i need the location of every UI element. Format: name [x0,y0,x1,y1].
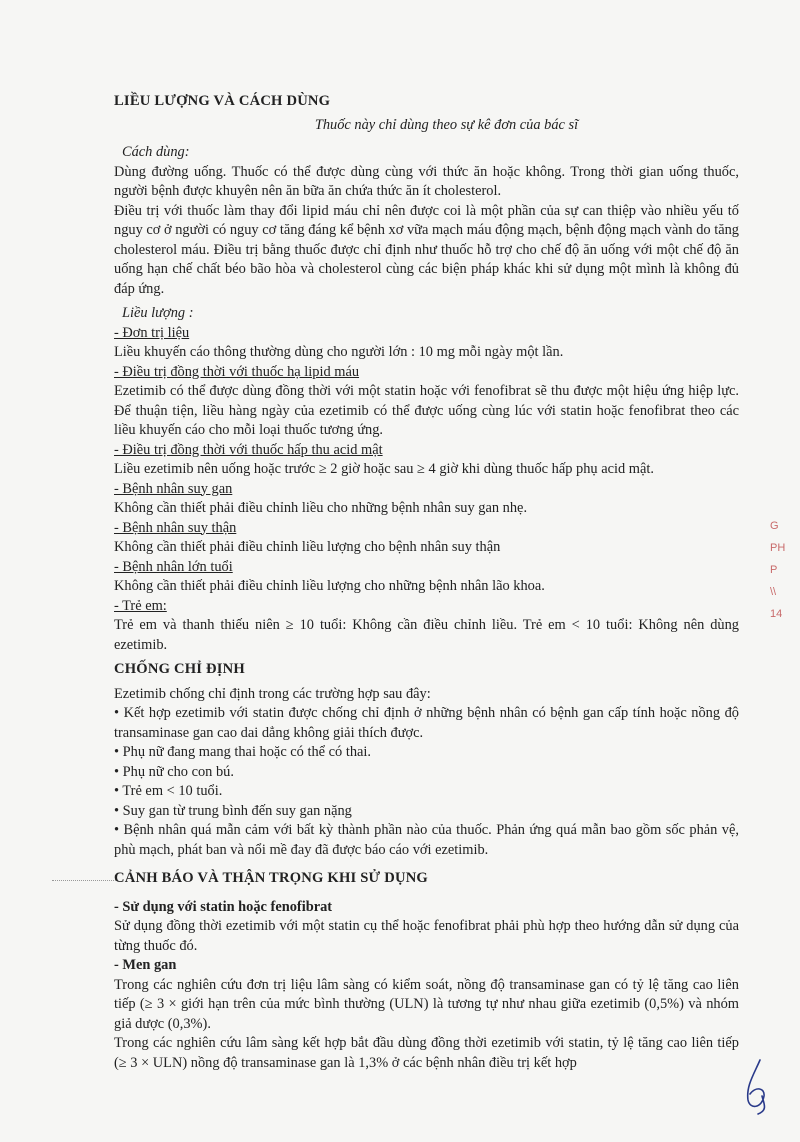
stamp-letter: 14 [770,608,783,620]
document-body [114,92,739,1073]
scan-artifact-line [52,880,116,881]
renal-heading: - Bệnh nhân suy thận [114,519,237,536]
statin-heading: - Sử dụng với statin hoặc fenofibrat [114,898,333,915]
liver-enzyme-heading: - Men gan [114,957,177,973]
contraindication-item: • Phụ nữ đang mang thai hoặc có thể có thai. [114,744,372,760]
contraindication-item: • Trẻ em < 10 tuổi. [114,783,223,799]
lipid-combo-text: Ezetimib có thể được dùng đồng thời với một statin hoặc với fenofibrat sẽ thu được một hiệu ứng hiệp lực. Để thuận tiện, liều hàng ngày của ezetimib có thể được uống cùng lúc với statin hoặc fenofibrat theo các liều khuyến cáo cho mỗi loại thuốc tương ứng. [114,383,739,438]
section-title-dosage: LIỀU LƯỢNG VÀ CÁCH DÙNG [114,93,331,109]
usage-text-2: Điều trị với thuốc làm thay đổi lipid máu chỉ nên được coi là một phần của sự can thiệp vào nhiều yếu tố nguy cơ ở người có nguy cơ tăng đáng kể bệnh xơ vữa mạch máu động mạch, bệnh động mạch vành do tăng cholesterol máu. Điều trị bằng thuốc được chỉ định như thuốc hỗ trợ cho chế độ ăn uống với một chế độ ăn uống hạn chế chất béo bão hòa và cholesterol cùng các biện pháp khác khi sử dụng một mình là không đủ đáp ứng. [114,202,739,297]
usage-text-1: Dùng đường uống. Thuốc có thể được dùng cùng với thức ăn hoặc không. Trong thời gian uống thuốc, người bệnh được khuyên nên ăn bữa ăn chứa thức ăn ít cholesterol. [114,163,739,199]
renal-text: Không cần thiết phải điều chỉnh liều lượng cho bệnh nhân suy thận [114,539,501,555]
elderly-text: Không cần thiết phải điều chỉnh liều lượng cho những bệnh nhân lão khoa. [114,578,545,594]
contraindications-intro: Ezetimib chống chỉ định trong các trường hợp sau đây: [114,685,431,702]
prescription-note: Thuốc này chỉ dùng theo sự kê đơn của bác sĩ [314,116,579,133]
stamp-fragment [770,515,800,625]
monotherapy-heading: - Đơn trị liệu [114,324,190,341]
section-title-contraindications: CHỐNG CHỈ ĐỊNH [114,661,245,677]
stamp-letter: P [770,564,778,576]
children-heading: - Trẻ em: [114,597,167,614]
liver-enzyme-text-1: Trong các nghiên cứu đơn trị liệu lâm sàng có kiểm soát, nồng độ transaminase gan có tỷ lệ tăng cao liên tiếp (≥ 3 × giới hạn trên của mức bình thường (ULN) là tương tự như nhau giữa ezetimib (0,5%) và nhóm giả dược (0,3%). [114,976,739,1032]
lipid-combo-heading: - Điều trị đồng thời với thuốc hạ lipid máu [114,363,360,380]
section-title-warnings: CẢNH BÁO VÀ THẬN TRỌNG KHI SỬ DỤNG [114,870,428,886]
statin-text: Sử dụng đồng thời ezetimib với một statin cụ thể hoặc fenofibrat phải phù hợp theo hướng dẫn sử dụng của từng thuốc đó. [114,918,739,954]
contraindication-item: • Suy gan từ trung bình đến suy gan nặng [114,802,352,819]
children-text: Trẻ em và thanh thiếu niên ≥ 10 tuổi: Không cần điều chỉnh liều. Trẻ em < 10 tuổi: Không nên dùng ezetimib. [114,617,739,653]
stamp-letter: \\ [770,586,777,598]
stamp-letter: PH [770,542,786,554]
bile-acid-text: Liều ezetimib nên uống hoặc trước ≥ 2 giờ hoặc sau ≥ 4 giờ khi dùng thuốc hấp phụ acid mật. [114,461,654,477]
dosage-label: Liều lượng : [122,305,194,321]
monotherapy-text: Liều khuyến cáo thông thường dùng cho người lớn : 10 mg mỗi ngày một lần. [114,344,564,360]
elderly-heading: - Bệnh nhân lớn tuổi [114,558,233,575]
contraindication-item: • Phụ nữ cho con bú. [114,763,234,780]
stamp-letter: G [770,520,779,532]
bile-acid-heading: - Điều trị đồng thời với thuốc hấp thu acid mật [114,441,383,458]
contraindication-item: • Bệnh nhân quá mẫn cảm với bất kỳ thành phần nào của thuốc. Phản ứng quá mẫn bao gồm sốc phản vệ, phù mạch, phát ban và nổi mề đay đã được báo cáo với ezetimib. [114,822,739,858]
hepatic-heading: - Bệnh nhân suy gan [114,480,233,497]
liver-enzyme-text-2: Trong các nghiên cứu lâm sàng kết hợp bắt đầu dùng đồng thời ezetimib với statin, tỷ lệ tăng cao liên tiếp (≥ 3 × ULN) nồng độ transaminase gan là 1,3% ở các bệnh nhân điều trị kết hợp [114,1035,739,1071]
usage-label: Cách dùng: [122,144,190,160]
initials-signature [738,1056,774,1116]
hepatic-text: Không cần thiết phải điều chỉnh liều cho những bệnh nhân suy gan nhẹ. [114,500,528,516]
contraindication-item: • Kết hợp ezetimib với statin được chống chỉ định ở những bệnh nhân có bệnh gan cấp tính hoặc nồng độ transaminase gan cao dai dẳng không giải thích được. [114,705,739,741]
